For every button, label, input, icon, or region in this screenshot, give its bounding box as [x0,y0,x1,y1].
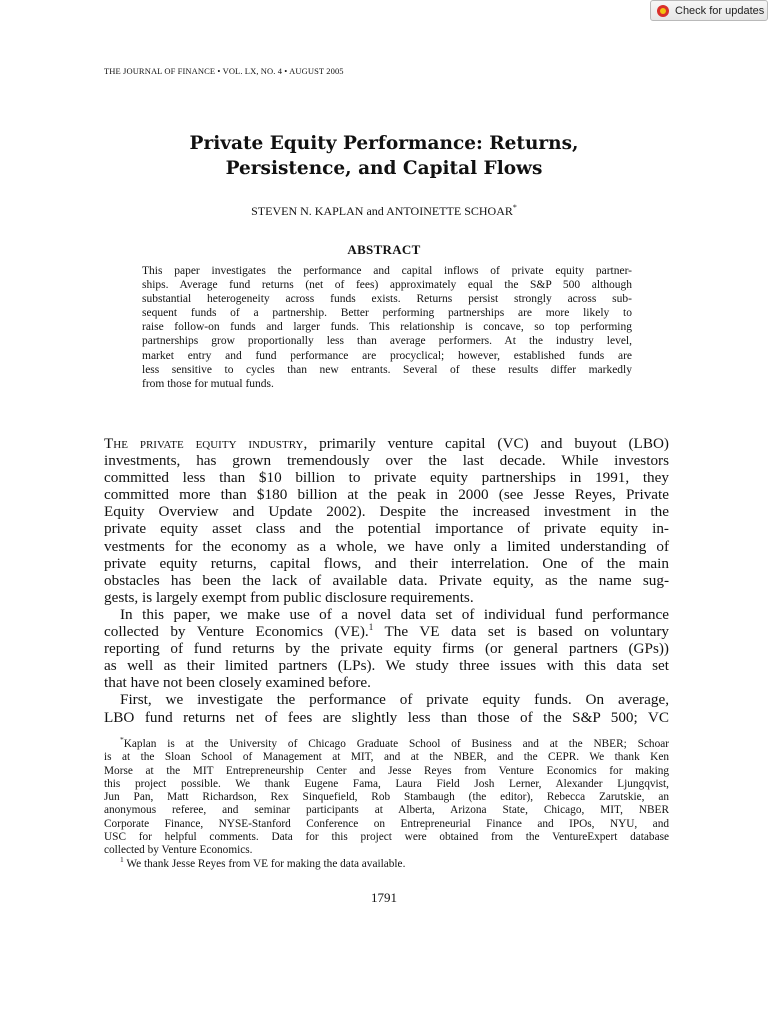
footnote-line: anonymous referee, and seminar participants at Alberta, Arizona State, Chicago, MIT, NBER [104,804,669,817]
crossmark-icon [657,5,669,17]
footnote-line: Jun Pan, Matt Richardson, Rex Sinquefield, Rob Stambaugh (the editor), Rebecca Zarutskie, an [104,791,669,804]
body-line: The private equity industry, primarily venture capital (VC) and buyout (LBO) [104,435,669,452]
abstract-line: substantial heterogeneity across funds exists. Returns persist strongly across sub- [142,293,632,306]
footnote-1-mark: 1 [120,854,124,864]
body-line: In this paper, we make use of a novel data set of individual fund performance [120,605,669,623]
footnote-line: USC for helpful comments. Data for this project were obtained from the VentureExpert database [104,831,669,844]
footnote-ref-1[interactable]: 1 [368,621,374,632]
lead-in-small-caps: The private equity industry [104,435,304,452]
abstract-heading: ABSTRACT [347,242,421,257]
check-for-updates-label: Check for updates [675,4,765,17]
body-line: that have not been closely examined before. [104,674,371,692]
paper-title [0,131,768,181]
footnote-line: Morse at the MIT Entrepreneurship Center and Jesse Reyes from Venture Economics for making [104,764,669,777]
abstract-text [142,264,632,391]
abstract-line: ships. Average fund returns (net of fees) approximately equal the S&P 500 although [142,279,632,292]
body-line: obstacles has been the lack of available data. Private equity, as the name sug- [104,571,669,589]
body-line: gests, is largely exempt from public disclosure requirements. [104,588,474,606]
body-line: reporting of fund returns by the private equity firms (or general partners (GPs)) [104,640,669,658]
body-line: committed more than $180 billion at the peak in 2000 (see Jesse Reyes, Private [104,486,669,504]
body-line: committed less than $10 billion to private equity partnerships in 1991, they [104,469,669,487]
body-line: private equity asset class and the potential importance of private equity in- [104,520,669,538]
footnotes [104,735,669,871]
body-line: collected by Venture Economics (VE).$^1$ The VE data set is based on voluntary [104,621,669,641]
footnote-line: this project possible. We thank Eugene Fama, Laura Field Josh Lerner, Alexander Ljungqvist, [104,777,669,790]
footnote-line: Corporate Finance, NYSE-Stanford Conference on Entrepreneurial Finance and IPOs, NYU, and [104,817,669,830]
title-line-1: Private Equity Performance: Returns, [189,133,579,154]
title-line-2: Persistence, and Capital Flows [225,158,543,179]
footnote-line: $^1$ We thank Jesse Reyes from VE for making the data available. [120,854,406,870]
abstract-line: This paper investigates the performance and capital inflows of private equity partner- [142,265,632,277]
footnote-line: *Kaplan is at the University of Chicago Graduate School of Business and at the NBER; Schoar [120,735,669,750]
body-line: private equity returns, capital flows, and their interrelation. One of the main [104,554,669,572]
footnote-line: is at the Sloan School of Management at MIT, and at the NBER, and the CEPR. We thank Ken [104,751,669,764]
abstract-line: sequent funds of a partnership. Better performing partnerships are more likely to [142,307,632,320]
abstract-line: less sensitive to cycles than new entrants. Several of these results differ markedly [142,363,632,376]
author-line [0,203,768,219]
author-names: STEVEN N. KAPLAN and ANTOINETTE SCHOAR [251,204,513,218]
abstract-line: from those for mutual funds. [142,377,274,390]
abstract-line: partnerships grow proportionally less than average performers. At the industry level, [142,335,632,348]
body-line: Equity Overview and Update 2002). Despite the increased investment in the [104,503,669,521]
body-line: investments, has grown tremendously over the last decade. While investors [104,452,669,470]
body-text [104,435,669,726]
body-line: vestments for the economy as a whole, we have only a limited understanding of [104,537,669,555]
footnote-star-mark: * [120,735,124,745]
page-number: 1791 [371,890,397,905]
check-for-updates-button[interactable] [650,0,768,21]
author-footnote-mark: * [512,203,517,212]
body-line: First, we investigate the performance of private equity funds. On average, [120,691,669,709]
body-line: LBO fund returns net of fees are slightly less than those of the S&P 500; VC [104,708,669,726]
abstract-line: raise follow-on funds and larger funds. This relationship is concave, so top performing [142,321,632,334]
body-line: as well as their limited partners (LPs). We study three issues with this data set [104,657,669,675]
footnote-line: collected by Venture Economics. [104,844,253,857]
journal-header: THE JOURNAL OF FINANCE • VOL. LX, NO. 4 • AUGUST 2005 [104,66,344,76]
abstract-line: market entry and fund performance are procyclical; however, established funds are [142,349,632,362]
